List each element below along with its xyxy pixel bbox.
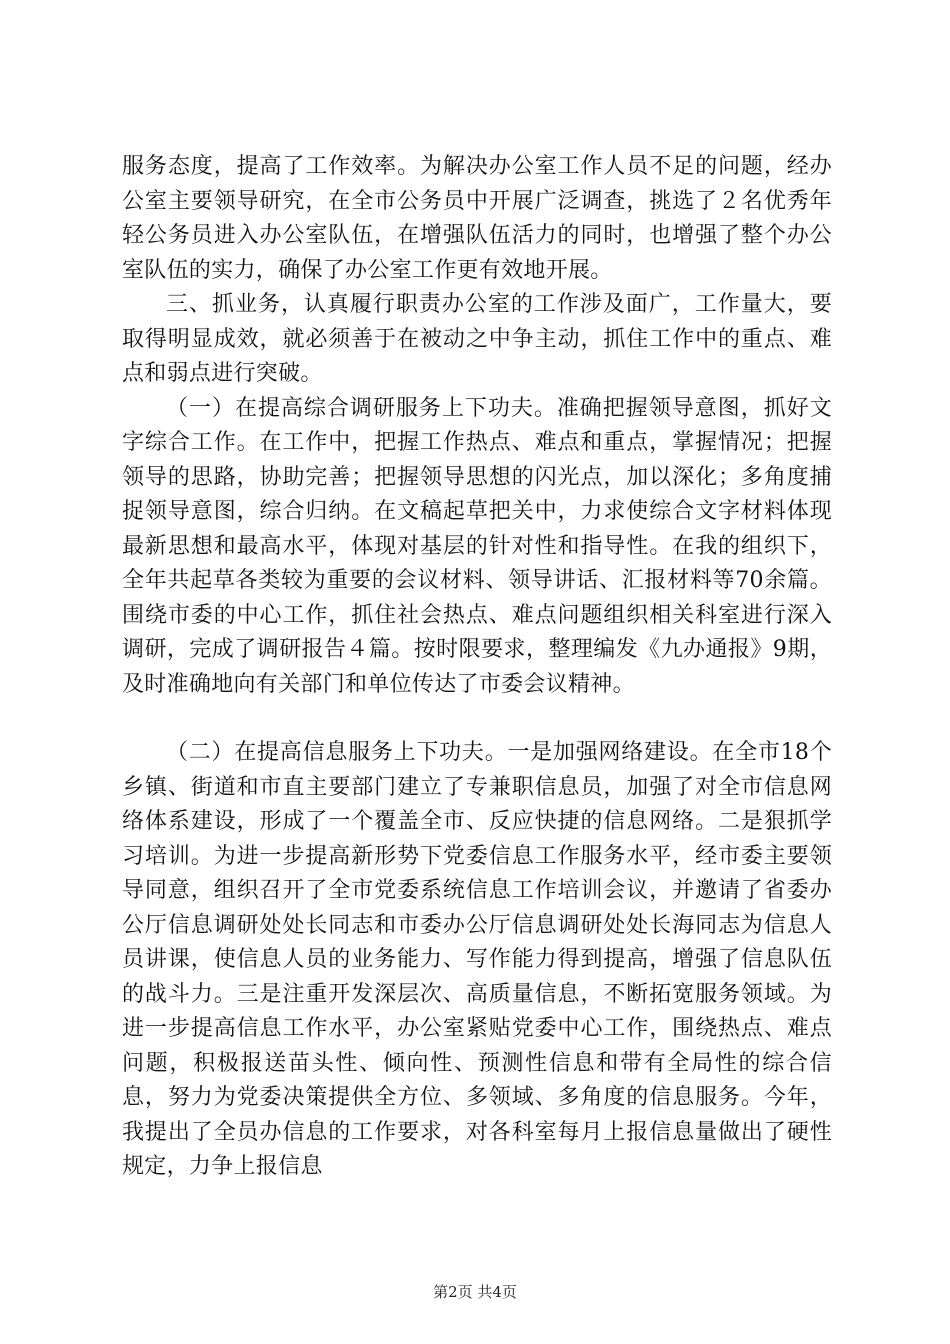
paragraph-continuation: 服务态度，提高了工作效率。为解决办公室工作人员不足的问题，经办公室主要领导研究，在全市公务员中开展广泛调查，挑选了２名优秀年轻公务员进入办公室队伍，在增强队伍活力的同时，也增强了整个办公室队伍的实力，确保了办公室工作更有效地开展。 <box>122 154 832 283</box>
page-number-label: 第2页 共4页 <box>433 1283 517 1301</box>
paragraph-item-two: （二）在提高信息服务上下功夫。一是加强网络建设。在全市18个乡镇、街道和市直主要部门建立了专兼职信息员，加强了对全市信息网络体系建设，形成了一个覆盖全市、反应快捷的信息网络。二是狠抓学习培训。为进一步提高新形势下党委信息工作服务水平，经市委主要领导同意，组织召开了全市党委系统信息工作培训会议，并邀请了省委办公厅信息调研处处长同志和市委办公厅信息调研处处长海同志为信息人员讲课，使信息人员的业务能力、写作能力得到提高，增强了信息队伍的战斗力。三是注重开发深层次、高质量信息，不断拓宽服务领域。为进一步提高信息工作水平，办公室紧贴党委中心工作，围绕热点、难点问题，积极报送苗头性、倾向性、预测性信息和带有全局性的综合信息，努力为党委决策提供全方位、多领域、多角度的信息服务。今年，我提出了全员办信息的工作要求，对各科室每月上报信息量做出了硬性规定，力争上报信息 <box>122 740 832 1179</box>
paragraph-section-three: 三、抓业务，认真履行职责办公室的工作涉及面广，工作量大，要取得明显成效，就必须善于在被动之中争主动，抓住工作中的重点、难点和弱点进行突破。 <box>122 292 832 386</box>
paragraph-item-one: （一）在提高综合调研服务上下功夫。准确把握领导意图，抓好文字综合工作。在工作中，把握工作热点、难点和重点，掌握情况；把握领导的思路，协助完善；把握领导思想的闪光点，加以深化；多角度捕捉领导意图，综合归纳。在文稿起草把关中，力求使综合文字材料体现最新思想和最高水平，体现对基层的针对性和指导性。在我的组织下，全年共起草各类较为重要的会议材料、领导讲话、汇报材料等70余篇。围绕市委的中心工作，抓住社会热点、难点问题组织相关科室进行深入调研，完成了调研报告４篇。按时限要求，整理编发《九办通报》9期，及时准确地向有关部门和单位传达了市委会议精神。 <box>122 395 832 697</box>
page-footer <box>0 1282 950 1302</box>
document-body <box>122 150 832 1185</box>
